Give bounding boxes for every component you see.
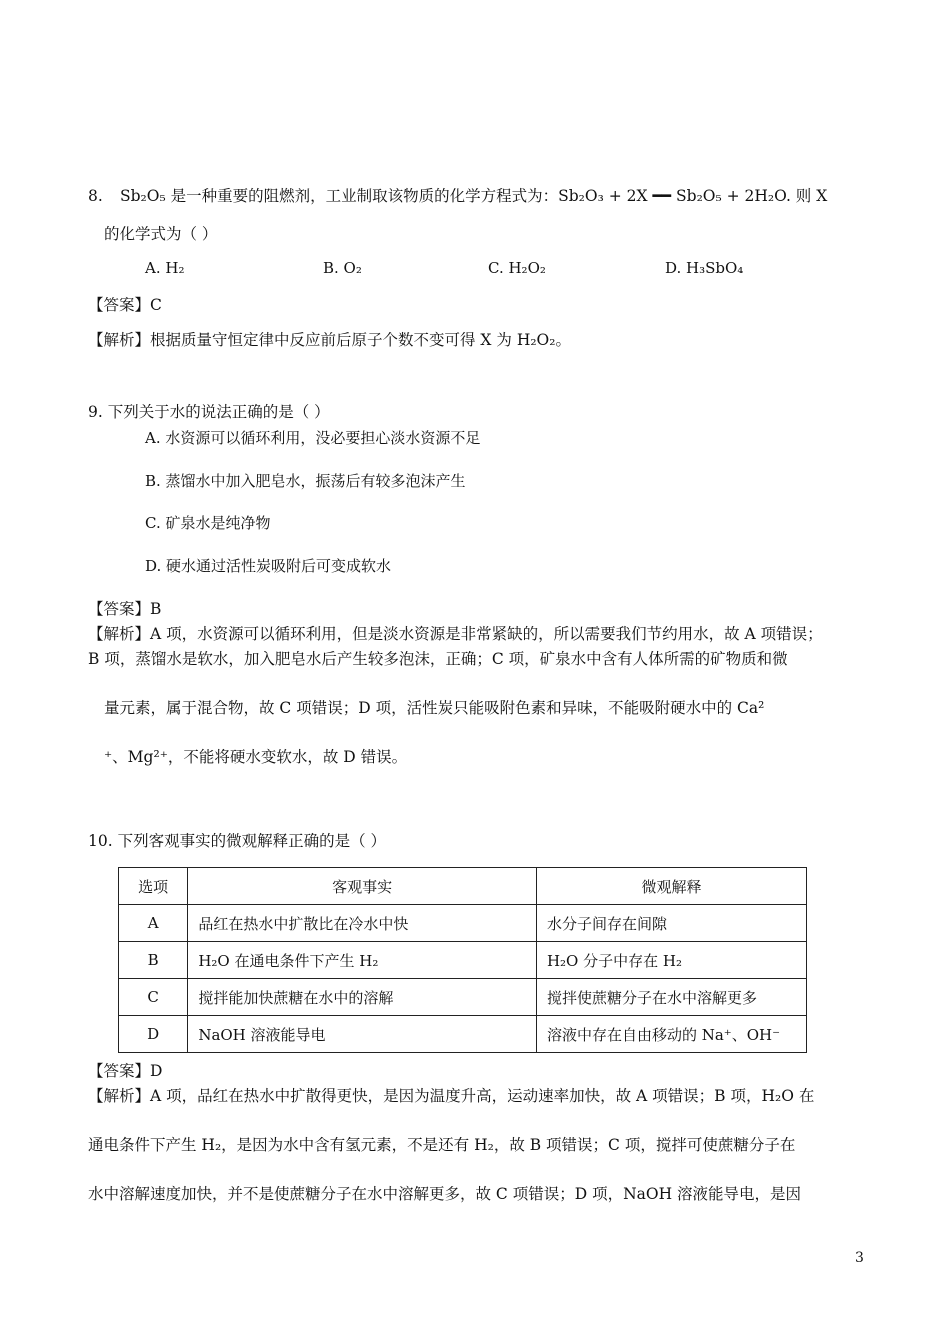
table-cell: B	[119, 942, 188, 979]
table-cell: 水分子间存在间隙	[536, 905, 806, 942]
table-row	[119, 905, 807, 942]
table-header-cell: 选项	[119, 868, 188, 905]
q9-analysis-line2: B 项，蒸馏水是软水，加入肥皂水后产生较多泡沫，正确；C 项，矿泉水中含有人体所需的矿物质和微	[88, 650, 788, 668]
table-cell: NaOH 溶液能导电	[188, 1016, 537, 1053]
q10-analysis-line3: 水中溶解速度加快，并不是使蔗糖分子在水中溶解更多，故 C 项错误；D 项，NaOH 溶液能导电，是因	[88, 1185, 802, 1203]
table-cell: H₂O 在通电条件下产生 H₂	[188, 942, 537, 979]
q9-option-c: C. 矿泉水是纯净物	[145, 514, 271, 532]
q8-option-a: A. H₂	[145, 259, 185, 277]
q8-stem-line1: Sb₂O₅ 是一种重要的阻燃剂，工业制取该物质的化学方程式为：Sb₂O₃ + 2X ━━ Sb₂O₅ + 2H₂O. 则 X	[120, 187, 828, 205]
q8-stem-line2: 的化学式为（ ）	[104, 225, 218, 243]
q8-number: 8.	[88, 187, 103, 205]
q10-analysis-line2: 通电条件下产生 H₂，是因为水中含有氢元素，不是还有 H₂，故 B 项错误；C 项，搅拌可使蔗糖分子在	[88, 1136, 796, 1154]
page-number: 3	[855, 1250, 864, 1266]
q9-analysis-line4: ⁺、Mg²⁺，不能将硬水变软水，故 D 错误。	[104, 748, 408, 766]
table-row	[119, 942, 807, 979]
q9-analysis-line3: 量元素，属于混合物，故 C 项错误；D 项，活性炭只能吸附色素和异味，不能吸附硬水中的 Ca²	[104, 699, 765, 717]
table-header-cell: 微观解释	[536, 868, 806, 905]
table-cell: A	[119, 905, 188, 942]
q10-answer: 【答案】D	[88, 1062, 163, 1080]
table-cell: H₂O 分子中存在 H₂	[536, 942, 806, 979]
q10-stem: 10. 下列客观事实的微观解释正确的是（ ）	[88, 832, 387, 850]
table-cell: 搅拌使蔗糖分子在水中溶解更多	[536, 979, 806, 1016]
table-header-row	[119, 868, 807, 905]
table-cell: D	[119, 1016, 188, 1053]
q8-answer: 【答案】C	[88, 296, 162, 314]
q8-analysis: 【解析】根据质量守恒定律中反应前后原子个数不变可得 X 为 H₂O₂。	[88, 331, 571, 349]
table-cell: 搅拌能加快蔗糖在水中的溶解	[188, 979, 537, 1016]
q9-answer: 【答案】B	[88, 600, 162, 618]
q9-analysis-line1: 【解析】A 项，水资源可以循环利用，但是淡水资源是非常紧缺的，所以需要我们节约用水，故 A 项错误；	[88, 625, 823, 643]
table-row	[119, 1016, 807, 1053]
table-row	[119, 979, 807, 1016]
q10-analysis-line1: 【解析】A 项，品红在热水中扩散得更快，是因为温度升高，运动速率加快，故 A 项错误；B 项，H₂O 在	[88, 1087, 815, 1105]
q8-option-d: D. H₃SbO₄	[665, 259, 744, 277]
table-cell: C	[119, 979, 188, 1016]
q10-table	[118, 867, 807, 1053]
q8-option-b: B. O₂	[323, 259, 362, 277]
table-cell: 溶液中存在自由移动的 Na⁺、OH⁻	[536, 1016, 806, 1053]
q9-option-b: B. 蒸馏水中加入肥皂水，振荡后有较多泡沫产生	[145, 472, 466, 490]
q9-option-a: A. 水资源可以循环利用，没必要担心淡水资源不足	[145, 429, 481, 447]
q8-option-c: C. H₂O₂	[488, 259, 546, 277]
q9-stem: 9. 下列关于水的说法正确的是（ ）	[88, 403, 330, 421]
q9-option-d: D. 硬水通过活性炭吸附后可变成软水	[145, 557, 392, 575]
table-cell: 品红在热水中扩散比在冷水中快	[188, 905, 537, 942]
table-header-cell: 客观事实	[188, 868, 537, 905]
